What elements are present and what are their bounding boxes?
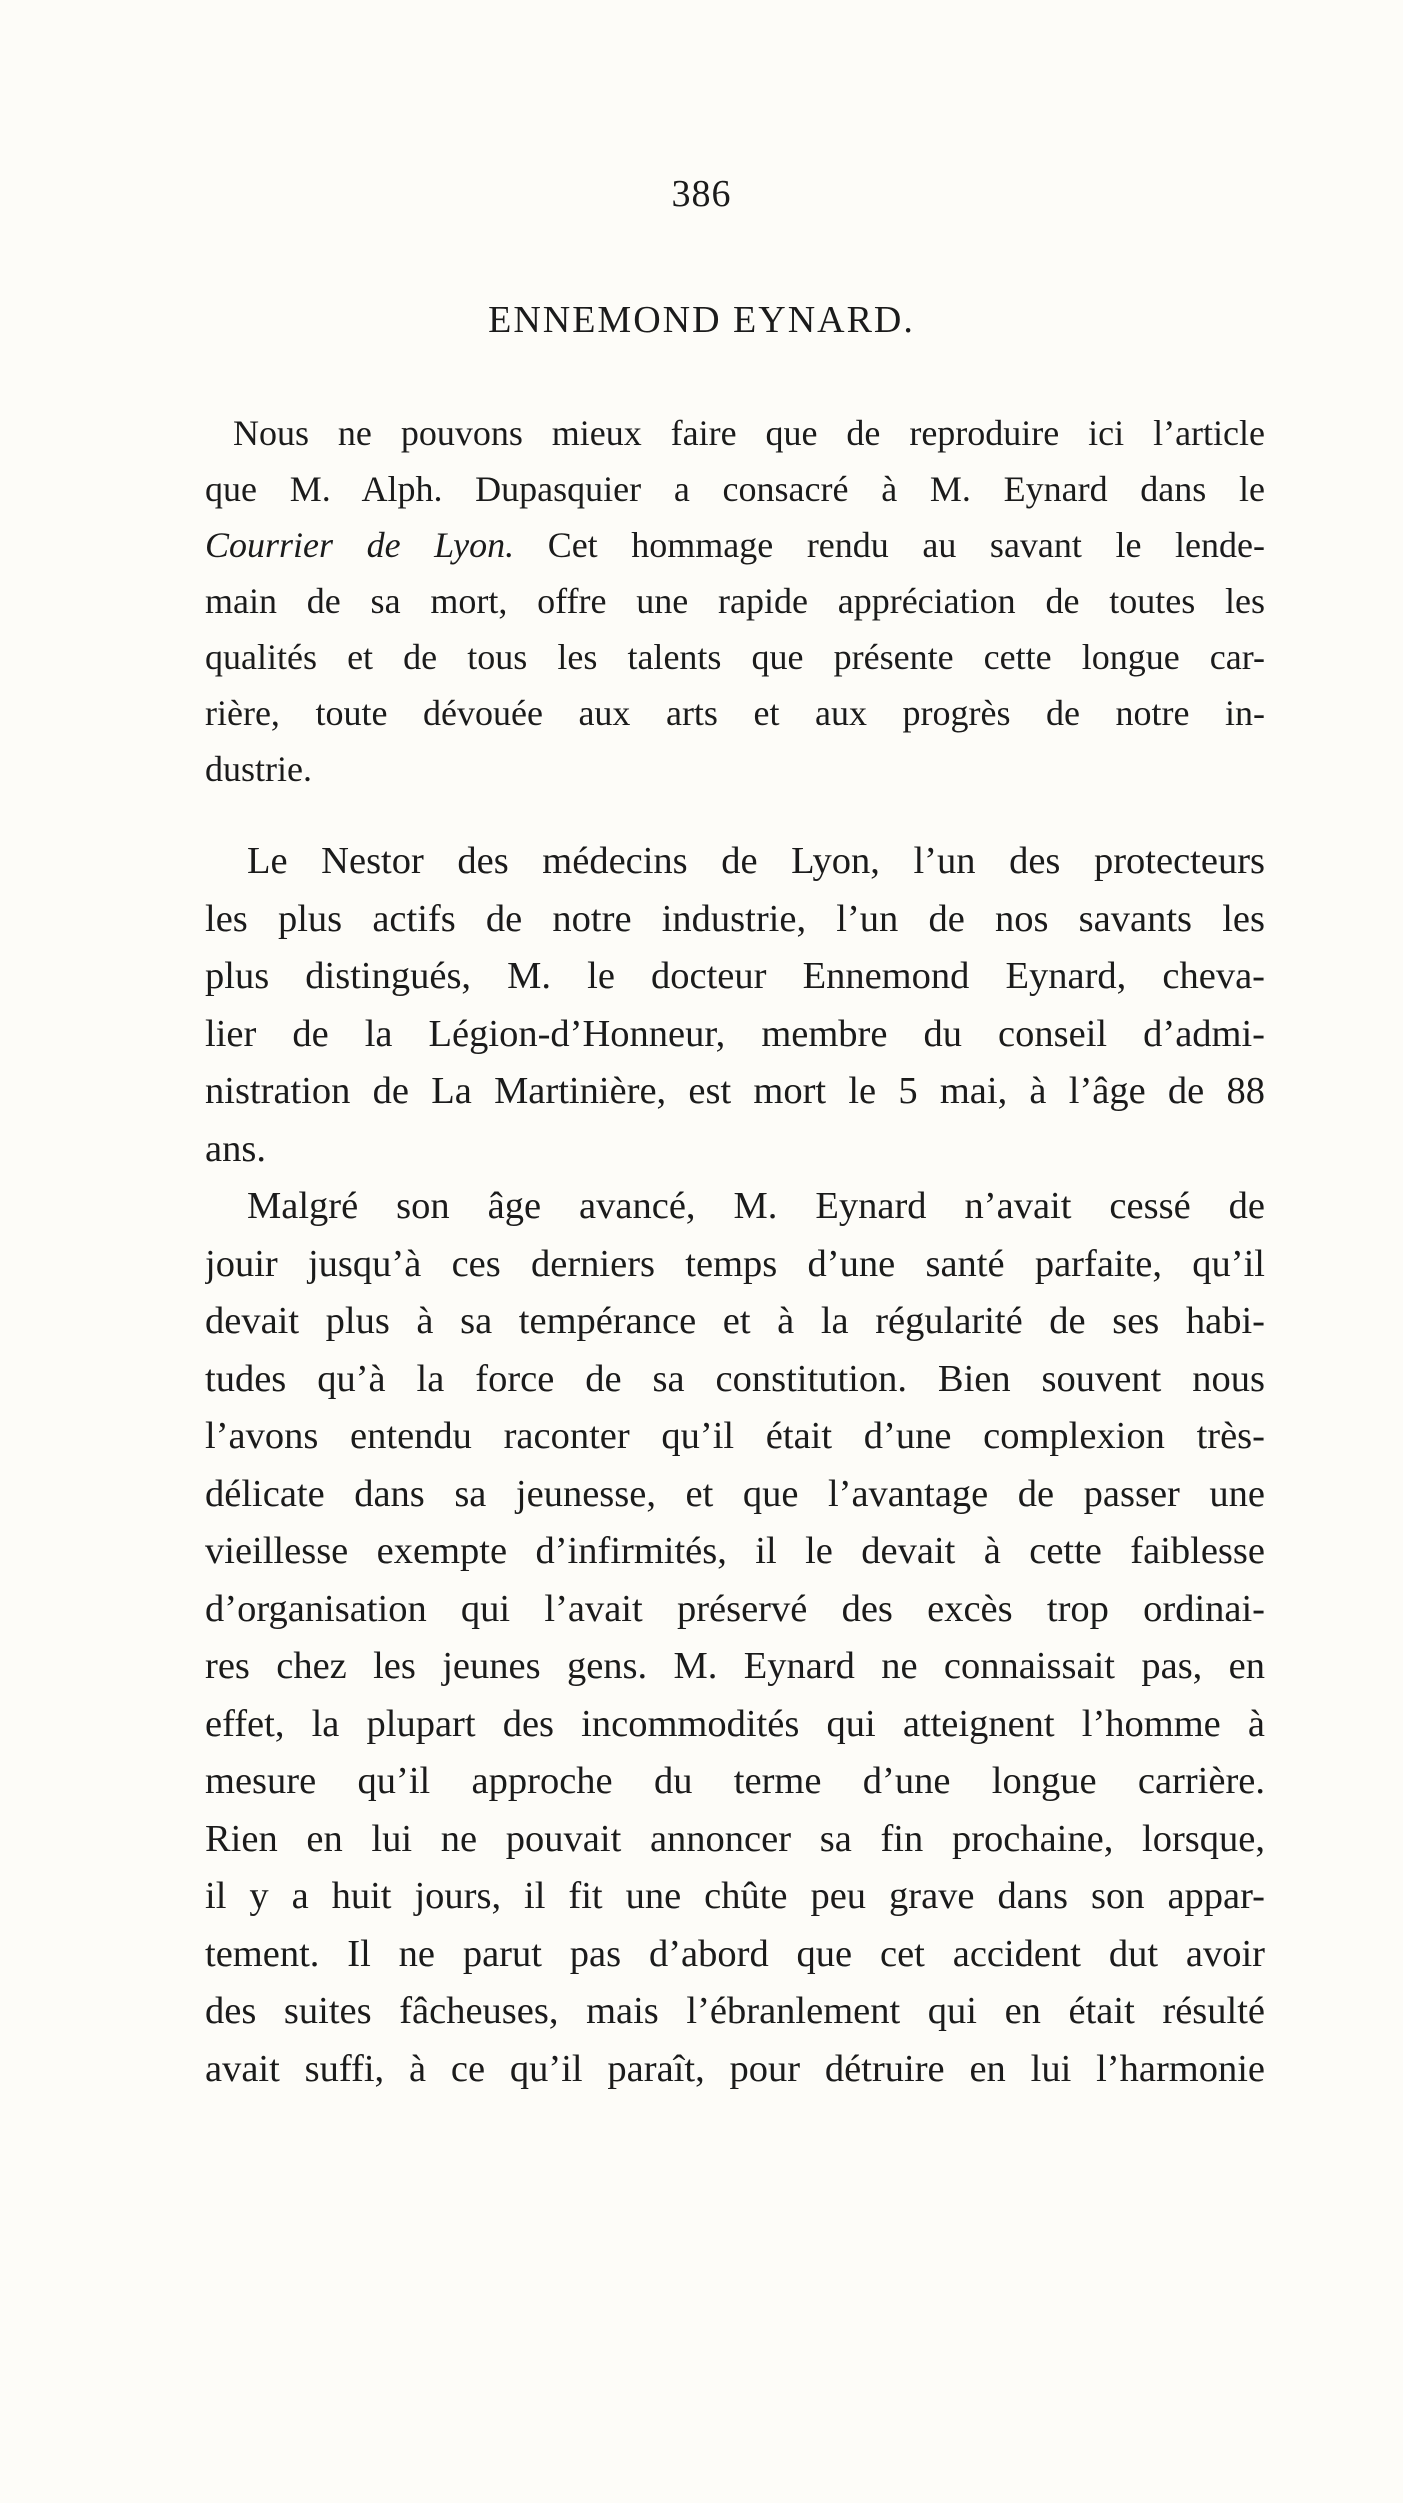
text-line: des suites fâcheuses, mais l’ébranlement qui en était résulté [205, 1990, 1265, 2032]
text-line: nistration de La Martinière, est mort le 5 mai, à l’âge de 88 [205, 1070, 1265, 1112]
text-line: devait plus à sa tempérance et à la régularité de ses habi- [205, 1300, 1265, 1342]
text-line [205, 517, 1265, 573]
text-run: qualités et de tous les talents que présente cette longue car- [205, 637, 1265, 677]
article-title: ENNEMOND EYNARD. [488, 299, 915, 341]
text-line: vieillesse exempte d’infirmités, il le devait à cette faiblesse [205, 1530, 1265, 1572]
text-line [205, 741, 1265, 797]
intro-paragraph [205, 405, 1265, 797]
text-line [205, 461, 1265, 517]
text-line: d’organisation qui l’avait préservé des excès trop ordinai- [205, 1587, 1265, 1630]
text-line: Rien en lui ne pouvait annoncer sa fin prochaine, lorsque, [205, 1817, 1265, 1860]
text-run: Cet hommage rendu au savant le lende- [514, 525, 1265, 565]
text-line: il y a huit jours, il fit une chûte peu grave dans son appar- [205, 1875, 1265, 1917]
text-line: plus distingués, M. le docteur Ennemond Eynard, cheva- [205, 955, 1265, 997]
text-line: lier de la Légion-d’Honneur, membre du conseil d’admi- [205, 1012, 1265, 1055]
text-line: tement. Il ne parut pas d’abord que cet accident dut avoir [205, 1932, 1265, 1975]
text-line: les plus actifs de notre industrie, l’un de nos savants les [205, 897, 1265, 940]
text-line: Malgré son âge avancé, M. Eynard n’avait cessé de [247, 1185, 1265, 1227]
periodical-title: Courrier de Lyon. [205, 525, 515, 565]
text-line: ans. [205, 1127, 266, 1170]
page-number: 386 [671, 173, 732, 215]
text-run: Nous ne pouvons mieux faire que de reproduire ici l’article [233, 413, 1265, 453]
text-line [205, 405, 1265, 461]
obituary-paragraph-2 [205, 1178, 1265, 2098]
text-run: main de sa mort, offre une rapide appréciation de toutes les [205, 581, 1265, 621]
text-run: que M. Alph. Dupasquier a consacré à M. Eynard dans le [205, 469, 1265, 509]
text-line: jouir jusqu’à ces derniers temps d’une santé parfaite, qu’il [205, 1242, 1265, 1285]
text-line: tudes qu’à la force de sa constitution. Bien souvent nous [205, 1357, 1265, 1400]
text-line: mesure qu’il approche du terme d’une longue carrière. [205, 1760, 1265, 1802]
text-line: res chez les jeunes gens. M. Eynard ne connaissait pas, en [205, 1645, 1265, 1687]
text-line [205, 629, 1265, 685]
obituary-paragraph-1 [205, 833, 1265, 1178]
text-run: dustrie. [205, 749, 312, 789]
text-line [205, 685, 1265, 741]
text-run: rière, toute dévouée aux arts et aux progrès de notre in- [205, 693, 1265, 733]
text-line: délicate dans sa jeunesse, et que l’avantage de passer une [205, 1472, 1265, 1515]
text-line: avait suffi, à ce qu’il paraît, pour détruire en lui l’harmonie [205, 2047, 1265, 2090]
text-line: Le Nestor des médecins de Lyon, l’un des protecteurs [247, 840, 1265, 882]
text-line: l’avons entendu raconter qu’il était d’une complexion très- [205, 1415, 1265, 1457]
text-line [205, 573, 1265, 629]
text-line: effet, la plupart des incommodités qui atteignent l’homme à [205, 1702, 1265, 1745]
